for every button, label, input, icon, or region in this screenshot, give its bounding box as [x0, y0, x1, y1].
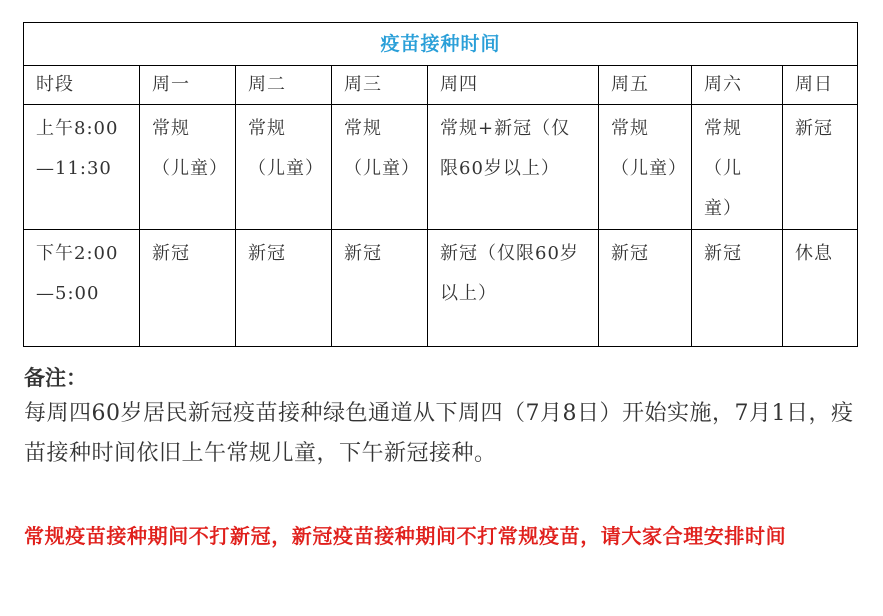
table-row-morning: [24, 105, 858, 230]
cell-afternoon-saturday: 新冠: [692, 230, 783, 347]
header-thursday: 周四: [428, 66, 599, 105]
header-period: 时段: [24, 66, 140, 105]
header-saturday: 周六: [692, 66, 783, 105]
cell-afternoon-sunday: 休息: [783, 230, 858, 347]
cell-morning-tuesday: 常规（儿童）: [236, 105, 332, 230]
header-sunday: 周日: [783, 66, 858, 105]
cell-afternoon-friday: 新冠: [599, 230, 692, 347]
table-title: 疫苗接种时间: [24, 23, 858, 66]
notes-section: [24, 362, 864, 474]
table-title-row: [24, 23, 858, 66]
cell-morning-friday: 常规（儿童）: [599, 105, 692, 230]
cell-afternoon-wednesday: 新冠: [332, 230, 428, 347]
cell-afternoon-monday: 新冠: [140, 230, 236, 347]
period-afternoon: 下午2:00—5:00: [24, 230, 140, 347]
header-friday: 周五: [599, 66, 692, 105]
header-wednesday: 周三: [332, 66, 428, 105]
table-row-afternoon: [24, 230, 858, 347]
cell-morning-sunday: 新冠: [783, 105, 858, 230]
warning-text: 常规疫苗接种期间不打新冠，新冠疫苗接种期间不打常规疫苗，请大家合理安排时间: [24, 524, 787, 548]
header-monday: 周一: [140, 66, 236, 105]
notes-title: 备注：: [24, 365, 87, 390]
period-morning: 上午8:00—11:30: [24, 105, 140, 230]
cell-morning-saturday: 常规（儿童）: [692, 105, 783, 230]
header-tuesday: 周二: [236, 66, 332, 105]
cell-morning-wednesday: 常规（儿童）: [332, 105, 428, 230]
cell-morning-thursday: 常规+新冠（仅限60岁以上）: [428, 105, 599, 230]
cell-morning-monday: 常规（儿童）: [140, 105, 236, 230]
notes-body: 每周四60岁居民新冠疫苗接种绿色通道从下周四（7月8日）开始实施，7月1日，疫苗接种时间依旧上午常规儿童，下午新冠接种。: [24, 401, 854, 466]
vaccination-schedule-table: [23, 22, 858, 347]
table-header-row: [24, 66, 858, 105]
cell-afternoon-tuesday: 新冠: [236, 230, 332, 347]
cell-afternoon-thursday: 新冠（仅限60岁以上）: [428, 230, 599, 347]
